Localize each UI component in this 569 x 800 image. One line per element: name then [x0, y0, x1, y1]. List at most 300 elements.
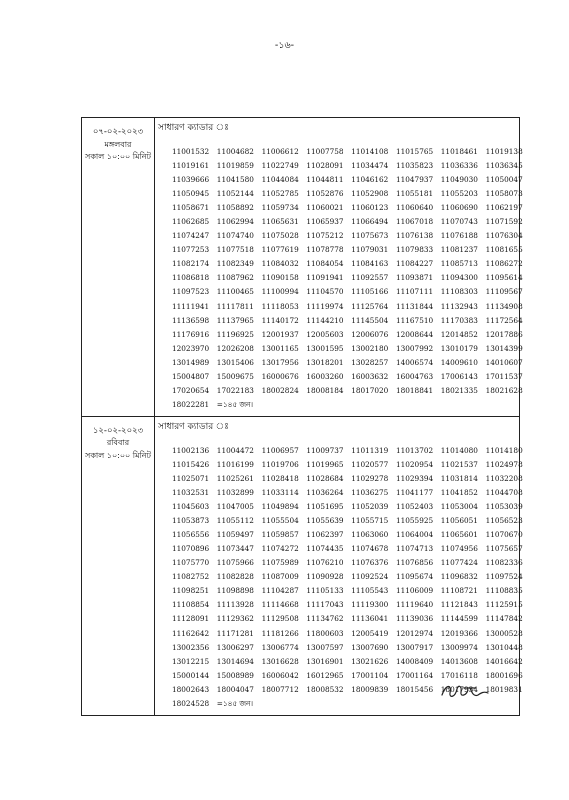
roll-number: 11134762 — [306, 614, 344, 624]
roll-number: 11129508 — [261, 614, 299, 624]
roll-number: 11086272 — [485, 259, 523, 269]
roll-number: 11028091 — [306, 161, 344, 171]
roll-number: 11033114 — [261, 488, 299, 498]
roll-number: 11066494 — [351, 217, 389, 227]
roll-number: 11119974 — [306, 301, 344, 311]
roll-number: 18001696 — [485, 670, 523, 680]
roll-number: 16006042 — [261, 670, 299, 680]
roll-number: 11056556 — [172, 530, 210, 540]
roll-number: 11047937 — [395, 175, 434, 185]
roll-number: 18008184 — [306, 385, 344, 395]
roll-number: 14013608 — [440, 656, 478, 666]
roll-number: 11044708 — [485, 488, 523, 498]
roll-number: 13007992 — [395, 343, 434, 353]
roll-number: 11129362 — [216, 614, 254, 624]
roll-number: 11073447 — [216, 544, 254, 554]
roll-number: 12005603 — [306, 329, 344, 339]
roll-number: 13015406 — [216, 357, 254, 367]
roll-number: 13018201 — [306, 357, 344, 367]
roll-number: 17001104 — [351, 670, 389, 680]
roll-number: 11136598 — [172, 315, 210, 325]
roll-number: 11052039 — [351, 502, 389, 512]
roll-number: 11059497 — [216, 530, 254, 540]
roll-number: 11075028 — [261, 231, 299, 241]
roll-number-line — [172, 458, 530, 472]
roll-number: 11041852 — [440, 488, 478, 498]
roll-number: 11074435 — [306, 544, 344, 554]
roll-number: 11007758 — [306, 147, 344, 156]
roll-number: 11055203 — [440, 189, 478, 199]
roll-number: 11105543 — [351, 586, 389, 596]
roll-number: 13014399 — [485, 343, 523, 353]
roll-number: 11071592 — [485, 217, 523, 227]
roll-number: 11100465 — [216, 287, 254, 297]
roll-number: 11111941 — [172, 301, 210, 311]
roll-number: 11076138 — [395, 231, 434, 241]
roll-number: 11060021 — [306, 203, 344, 213]
roll-number: 11076376 — [351, 558, 389, 568]
roll-number: 11117811 — [216, 301, 254, 311]
roll-number: 11053039 — [485, 502, 523, 512]
roll-number: 11075989 — [261, 558, 299, 568]
roll-number: 11077424 — [440, 558, 478, 568]
roll-number: 11104570 — [306, 287, 344, 297]
roll-number: 11036336 — [440, 161, 478, 171]
roll-number: 11137965 — [216, 315, 254, 325]
roll-number: 11144210 — [306, 315, 344, 325]
roll-number: 14016642 — [485, 656, 523, 666]
roll-number: 11106009 — [395, 586, 434, 596]
roll-number: 11100994 — [261, 287, 299, 297]
roll-number: 11024978 — [485, 459, 523, 469]
roll-number: 11134908 — [485, 301, 523, 311]
roll-number: 17011537 — [485, 371, 523, 381]
roll-number: 11004682 — [216, 147, 254, 156]
roll-number: 11065937 — [306, 217, 344, 227]
roll-number: 11049894 — [261, 502, 299, 512]
roll-number-line — [172, 528, 530, 542]
roll-number: 11052144 — [216, 189, 254, 199]
roll-number: 11117043 — [306, 600, 344, 610]
roll-number: 11016199 — [216, 459, 254, 469]
roll-number: 11162642 — [172, 628, 210, 638]
roll-number-line — [172, 500, 530, 514]
roll-number: 11062994 — [216, 217, 254, 227]
roll-number: 11058073 — [485, 189, 523, 199]
roll-number: 13010448 — [485, 642, 523, 652]
roll-number-line — [172, 243, 530, 257]
roll-number: 11056051 — [440, 516, 478, 526]
roll-number: 18009839 — [351, 684, 389, 694]
roll-number: 11036345 — [485, 161, 523, 171]
roll-number: 11052785 — [261, 189, 299, 199]
roll-number: 11104287 — [261, 586, 299, 596]
roll-number: 11098898 — [216, 586, 254, 596]
roll-number: 14009610 — [440, 357, 478, 367]
roll-number: 11084054 — [306, 259, 344, 269]
roll-number: 13017956 — [261, 357, 299, 367]
roll-number: 11015765 — [395, 147, 434, 156]
roll-number: 11075966 — [216, 558, 254, 568]
roll-number: 11108854 — [172, 600, 210, 610]
roll-number: 11090158 — [261, 273, 299, 283]
roll-number: 11084032 — [261, 259, 299, 269]
roll-number: 18019831 — [485, 684, 523, 694]
roll-number: 17001164 — [395, 670, 434, 680]
roll-number: 11019859 — [216, 161, 254, 171]
roll-number: 11055639 — [306, 516, 344, 526]
roll-number: 11076188 — [440, 231, 478, 241]
roll-number: 11084163 — [351, 259, 389, 269]
roll-number: 11093871 — [395, 273, 434, 283]
roll-number: 11131844 — [395, 301, 434, 311]
roll-number: 11060640 — [395, 203, 434, 213]
roll-number: 11050945 — [172, 189, 210, 199]
roll-number: 11074678 — [351, 544, 389, 554]
roll-number: 12019366 — [440, 628, 478, 638]
roll-number: 11001532 — [172, 147, 210, 156]
roll-number: 11105166 — [351, 287, 389, 297]
roll-number: 11091941 — [306, 273, 344, 283]
roll-number: 13002356 — [172, 642, 210, 652]
roll-number: 11108303 — [440, 287, 478, 297]
roll-number-line — [172, 444, 530, 458]
roll-number: 11025261 — [216, 473, 254, 483]
roll-number: 17016118 — [440, 670, 478, 680]
date-cell — [82, 417, 155, 715]
roll-number: 11002136 — [172, 445, 210, 455]
roll-number: 11065631 — [261, 217, 299, 227]
roll-number: 11022749 — [261, 161, 299, 171]
roll-number: 13006297 — [216, 642, 254, 652]
roll-number: 11052403 — [395, 502, 434, 512]
roll-number: 11074956 — [440, 544, 478, 554]
exam-time: সকাল ১০:০০ মিনিট — [85, 152, 151, 161]
roll-list-cell — [155, 118, 530, 416]
roll-number: 18007712 — [261, 684, 299, 694]
roll-number: 11082174 — [172, 259, 210, 269]
roll-number: 11019138 — [485, 147, 523, 156]
exam-day: রবিবার — [106, 438, 130, 448]
roll-number: 16012965 — [306, 670, 344, 680]
roll-number: 11172564 — [485, 315, 523, 325]
roll-number: 11096832 — [440, 572, 478, 582]
roll-number: 11062197 — [485, 203, 523, 213]
roll-number: 11082349 — [216, 259, 254, 269]
roll-number: 11056523 — [485, 516, 523, 526]
roll-number-line — [172, 271, 530, 285]
roll-number-line — [172, 570, 530, 584]
roll-number-line — [172, 328, 530, 342]
roll-number: 11009737 — [306, 445, 344, 455]
roll-number: 13001595 — [306, 343, 344, 353]
roll-number: 11095674 — [395, 572, 434, 582]
roll-number: 18022281 — [172, 399, 210, 409]
roll-number: 11006957 — [261, 445, 299, 455]
exam-time: সকাল ১০:০০ মিনিট — [85, 450, 151, 460]
roll-number-line — [172, 300, 530, 314]
roll-number: 11029394 — [395, 473, 434, 483]
roll-number: 11028684 — [306, 473, 344, 483]
roll-number: =১৪৫ জন। — [216, 698, 253, 708]
roll-number: 11105133 — [306, 586, 344, 596]
roll-number: 11053873 — [172, 516, 210, 526]
roll-number-line — [172, 486, 530, 500]
roll-number: 11060690 — [440, 203, 478, 213]
roll-number: 17022183 — [216, 385, 254, 395]
roll-number: 11077619 — [261, 245, 299, 255]
roll-number: 13014694 — [216, 656, 254, 666]
roll-number: 17020654 — [172, 385, 210, 395]
roll-number: 11125764 — [351, 301, 389, 311]
roll-number: 11014080 — [440, 445, 478, 455]
roll-number: 11045603 — [172, 502, 210, 512]
roll-number: 11028418 — [261, 473, 299, 483]
roll-number: 11062685 — [172, 217, 210, 227]
roll-number: 11082752 — [172, 572, 210, 582]
roll-number: 15000144 — [172, 670, 210, 680]
roll-number: 11011319 — [351, 445, 389, 455]
roll-number: 11058892 — [216, 203, 254, 213]
roll-number: 11097524 — [485, 572, 523, 582]
roll-number: 11075657 — [485, 544, 523, 554]
roll-number: 13012215 — [172, 656, 210, 666]
roll-number: 11087962 — [216, 273, 254, 283]
roll-number: 11118053 — [261, 301, 299, 311]
roll-number: 11006612 — [261, 147, 299, 156]
roll-number: 11025071 — [172, 473, 210, 483]
roll-number: 18008532 — [306, 684, 344, 694]
roll-number-line — [172, 314, 530, 328]
roll-number: 11046162 — [351, 175, 389, 185]
roll-number: 12006076 — [351, 329, 389, 339]
roll-number-line — [172, 641, 530, 655]
roll-number: 11170383 — [440, 315, 478, 325]
roll-number: 13028257 — [351, 357, 389, 367]
roll-number: 11055925 — [395, 516, 434, 526]
roll-number: 11019161 — [172, 161, 210, 171]
roll-number: 17006143 — [440, 371, 478, 381]
roll-number: 11107111 — [395, 287, 434, 297]
roll-number: 11041177 — [395, 488, 434, 498]
roll-number: 11800603 — [306, 628, 344, 638]
roll-number: 11019706 — [261, 459, 299, 469]
roll-number: 11032899 — [216, 488, 254, 498]
roll-number: 11121843 — [440, 600, 478, 610]
roll-number: 11044084 — [261, 175, 299, 185]
roll-number: 12023970 — [172, 343, 210, 353]
roll-number: 18017020 — [351, 385, 389, 395]
roll-number: 18018841 — [395, 385, 434, 395]
roll-number: 11094300 — [440, 273, 478, 283]
roll-number: 11020577 — [351, 459, 389, 469]
roll-number: 11092524 — [351, 572, 389, 582]
roll-number: 11032208 — [485, 473, 523, 483]
roll-number: 11019965 — [306, 459, 344, 469]
roll-number-line — [172, 627, 530, 641]
roll-number: 12026208 — [216, 343, 254, 353]
roll-number: 11055504 — [261, 516, 299, 526]
roll-number: 11020954 — [395, 459, 434, 469]
roll-number-line — [172, 173, 530, 187]
roll-number: 12008644 — [395, 329, 434, 339]
roll-number: 11075673 — [351, 231, 389, 241]
roll-number: 18002643 — [172, 684, 210, 694]
roll-number-line — [172, 229, 530, 243]
roll-number: 11079833 — [395, 245, 434, 255]
roll-number: 15009675 — [216, 371, 254, 381]
cadre-category: সাধারণ ক্যাডার ঃ — [158, 421, 229, 432]
roll-number: 11055112 — [216, 516, 254, 526]
roll-number: 11053004 — [440, 502, 478, 512]
roll-number: 11052876 — [306, 189, 344, 199]
roll-number: 11092557 — [351, 273, 389, 283]
roll-number-line — [172, 370, 530, 384]
roll-number: 11070896 — [172, 544, 210, 554]
roll-number: 11139036 — [395, 614, 434, 624]
roll-number: 15008989 — [216, 670, 254, 680]
roll-number: 11109567 — [485, 287, 523, 297]
roll-number: 13016901 — [306, 656, 344, 666]
roll-number: 11119300 — [351, 600, 389, 610]
roll-number: 11039666 — [172, 175, 210, 185]
roll-number-line — [172, 285, 530, 299]
roll-number: 11035823 — [395, 161, 434, 171]
exam-day: মঙ্গলবার — [104, 139, 132, 149]
roll-number-line — [172, 542, 530, 556]
roll-number-line — [172, 655, 530, 669]
roll-number: 11144599 — [440, 614, 478, 624]
roll-number: 11079031 — [351, 245, 389, 255]
roll-number: 11004472 — [216, 445, 254, 455]
roll-number: 16003632 — [351, 371, 389, 381]
roll-number: 16000676 — [261, 371, 299, 381]
roll-number: 11074713 — [395, 544, 434, 554]
roll-number: 11075212 — [306, 231, 344, 241]
roll-number: 18024528 — [172, 698, 210, 708]
roll-number: 11077253 — [172, 245, 210, 255]
roll-number: 13016628 — [261, 656, 299, 666]
roll-number: 11171281 — [216, 628, 254, 638]
roll-number: 11014180 — [485, 445, 523, 455]
roll-number: 11086818 — [172, 273, 210, 283]
roll-number: 18021628 — [485, 385, 523, 395]
roll-list-cell — [155, 417, 530, 715]
roll-number: 13006774 — [261, 642, 299, 652]
roll-number-line — [172, 257, 530, 271]
roll-number: 11044811 — [306, 175, 344, 185]
exam-schedule-table — [81, 117, 523, 716]
roll-number-line — [172, 556, 530, 570]
roll-number: 11047005 — [216, 502, 254, 512]
roll-number: 12012974 — [395, 628, 434, 638]
roll-number: 11114668 — [261, 600, 299, 610]
roll-number: 13021626 — [351, 656, 389, 666]
roll-number: 11140172 — [261, 315, 299, 325]
cadre-category: সাধারণ ক্যাডার ঃ — [158, 123, 229, 133]
roll-number: 13014989 — [172, 357, 210, 367]
roll-number: 12017886 — [485, 329, 523, 339]
roll-number-grid — [158, 145, 530, 412]
roll-number: 11032531 — [172, 488, 210, 498]
roll-number: 11167510 — [395, 315, 434, 325]
roll-number: 11119640 — [395, 600, 434, 610]
roll-number: 11052908 — [351, 189, 389, 199]
roll-number: 11067018 — [395, 217, 434, 227]
roll-number: 18002824 — [261, 385, 299, 395]
roll-number: 13000528 — [485, 628, 523, 638]
exam-date: ০৭-০২-২০২৩ — [92, 127, 144, 137]
roll-number: 11064004 — [395, 530, 434, 540]
roll-number: 12005419 — [351, 628, 389, 638]
roll-number-line — [172, 145, 530, 159]
roll-number: 11181266 — [261, 628, 299, 638]
roll-number: 12014852 — [440, 329, 478, 339]
roll-number: 11113928 — [216, 600, 254, 610]
roll-number: 11082336 — [485, 558, 523, 568]
roll-number: 13009974 — [440, 642, 478, 652]
roll-number: 11075770 — [172, 558, 210, 568]
roll-number: 13007917 — [395, 642, 434, 652]
roll-number: 11013702 — [395, 445, 434, 455]
roll-number: 11077518 — [216, 245, 254, 255]
roll-number: 11062397 — [306, 530, 344, 540]
roll-number: 11070670 — [485, 530, 523, 540]
roll-number: 11059857 — [261, 530, 299, 540]
roll-number: 11176916 — [172, 329, 210, 339]
signature — [440, 680, 490, 702]
roll-number: 16003260 — [306, 371, 344, 381]
roll-number: 11136041 — [351, 614, 389, 624]
roll-number: 11055715 — [351, 516, 389, 526]
roll-number-line — [172, 356, 530, 370]
roll-number: 11050047 — [485, 175, 523, 185]
roll-number: 11108835 — [485, 586, 523, 596]
roll-number: 11076856 — [395, 558, 434, 568]
roll-number: 11049030 — [440, 175, 478, 185]
roll-number-line — [172, 187, 530, 201]
roll-number: 11125915 — [485, 600, 523, 610]
roll-number: 11074740 — [216, 231, 254, 241]
roll-number: 11014108 — [351, 147, 389, 156]
roll-number: 15004807 — [172, 371, 210, 381]
roll-number: 11097523 — [172, 287, 210, 297]
roll-number: 11036264 — [306, 488, 344, 498]
roll-number: 12001937 — [261, 329, 299, 339]
roll-number: 11098251 — [172, 586, 210, 596]
roll-number-line — [172, 398, 530, 412]
roll-number: 11132943 — [440, 301, 478, 311]
roll-number-line — [172, 159, 530, 173]
roll-number: 11145504 — [351, 315, 389, 325]
roll-number: 18017934 — [440, 684, 478, 694]
roll-number: 11196925 — [216, 329, 254, 339]
roll-number-line — [172, 342, 530, 356]
roll-number-line — [172, 384, 530, 398]
roll-number: 11018461 — [440, 147, 478, 156]
roll-number: 13007690 — [351, 642, 389, 652]
roll-number: 11074247 — [172, 231, 210, 241]
roll-number: 11059734 — [261, 203, 299, 213]
roll-number: 11087009 — [261, 572, 299, 582]
roll-number: 11058671 — [172, 203, 210, 213]
roll-number-line — [172, 612, 530, 626]
schedule-row — [82, 118, 523, 417]
roll-number: 11021537 — [440, 459, 478, 469]
roll-number: 18021335 — [440, 385, 478, 395]
roll-number: 11031814 — [440, 473, 478, 483]
roll-number: 11055181 — [395, 189, 434, 199]
